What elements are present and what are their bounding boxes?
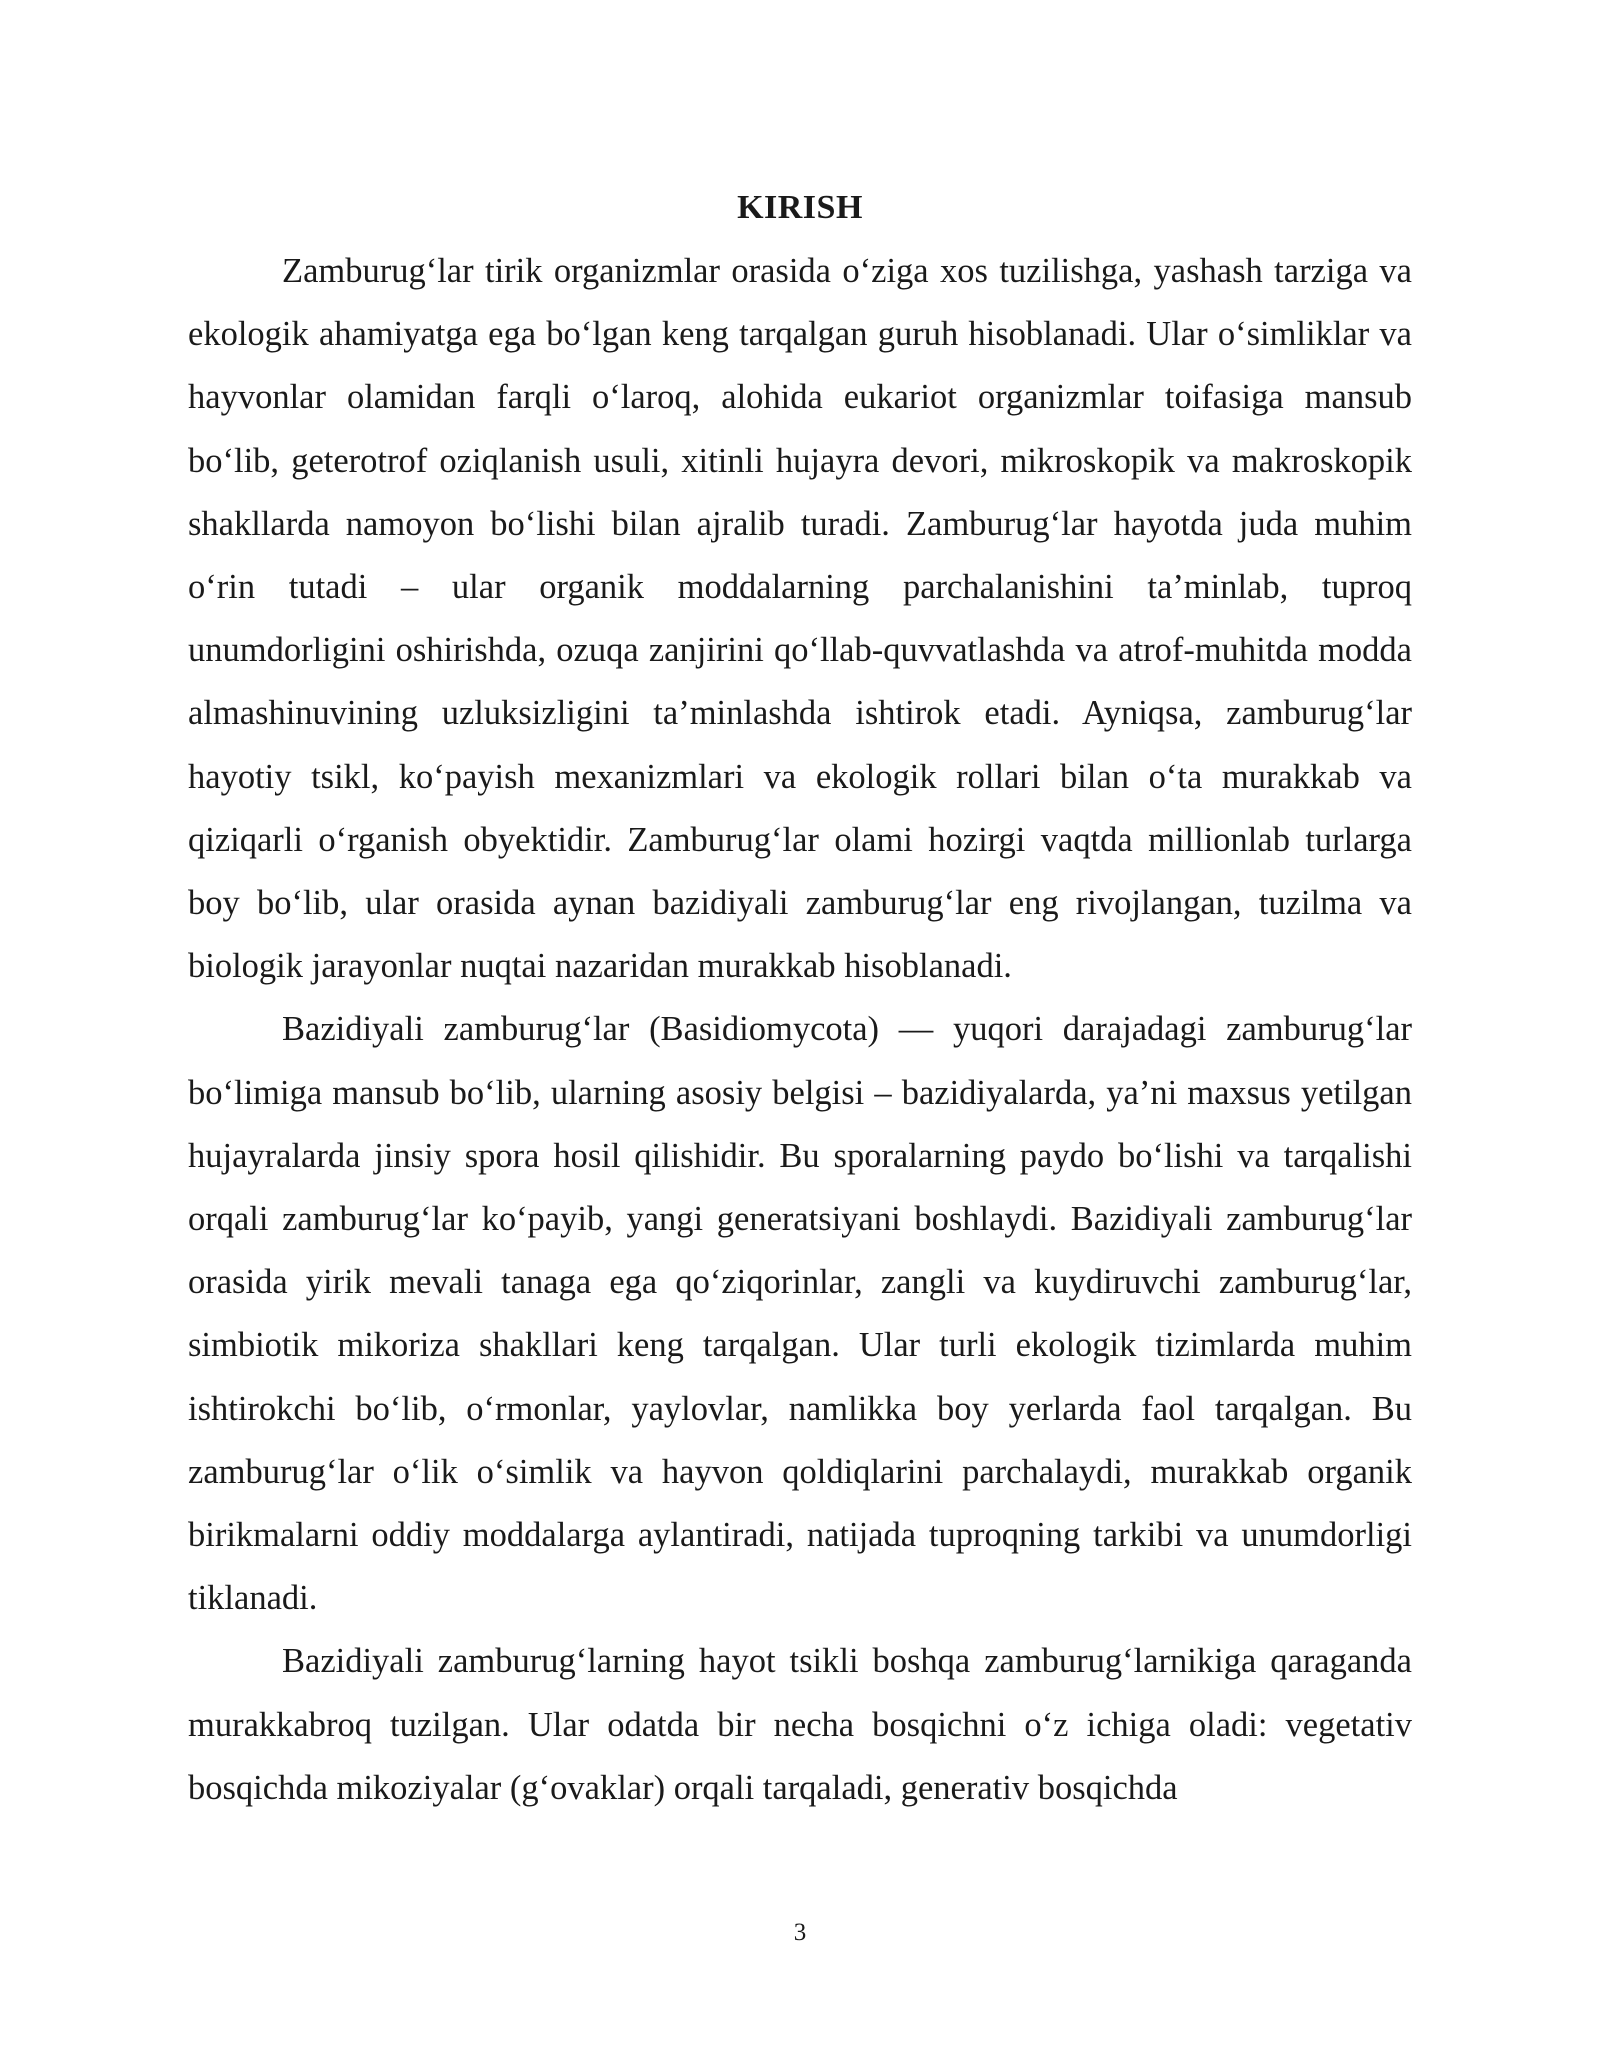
paragraph-1: Zamburug‘lar tirik organizmlar orasida o‘ziga xos tuzilishga, yashash tarziga va ekologik ahamiyatga ega bo‘lgan keng tarqalgan guruh hisoblanadi. Ular o‘simliklar va hayvonlar olamidan farqli o‘laroq, alohida eukariot organizmlar toifasiga mansub bo‘lib, geterotrof oziqlanish usuli, xitinli hujayra devori, mikroskopik va makroskopik shakllarda namoyon bo‘lishi bilan ajralib turadi. Zamburug‘lar hayotda juda muhim o‘rin tutadi – ular organik moddalarning parchalanishini ta’minlab, tuproq unumdorligini oshirishda, ozuqa zanjirini qo‘llab-quvvatlashda va atrof-muhitda modda almashinuvining uzluksizligini ta’minlashda ishtirok etadi. Ayniqsa, zamburug‘lar hayotiy tsikl, ko‘payish mexanizmlari va ekologik rollari bilan o‘ta murakkab va qiziqarli o‘rganish obyektidir. Zamburug‘lar olami hozirgi vaqtda millionlab turlarga boy bo‘lib, ular orasida aynan bazidiyali zamburug‘lar eng rivojlangan, tuzilma va biologik jarayonlar nuqtai nazaridan murakkab hisoblanadi.: [188, 252, 1412, 986]
section-title: KIRISH: [737, 189, 863, 226]
page-number: 3: [793, 1919, 807, 1946]
paragraph-2: Bazidiyali zamburug‘lar (Basidiomycota) — yuqori darajadagi zamburug‘lar bo‘limiga mansub bo‘lib, ularning asosiy belgisi – bazidiyalarda, ya’ni maxsus yetilgan hujayralarda jinsiy spora hosil qilishidir. Bu sporalarning paydo bo‘lishi va tarqalishi orqali zamburug‘lar ko‘payib, yangi generatsiyani boshlaydi. Bazidiyali zamburug‘lar orasida yirik mevali tanaga ega qo‘ziqorinlar, zangli va kuydiruvchi zamburug‘lar, simbiotik mikoriza shakllari keng tarqalgan. Ular turli ekologik tizimlarda muhim ishtirokchi bo‘lib, o‘rmonlar, yaylovlar, namlikka boy yerlarda faol tarqalgan. Bu zamburug‘lar o‘lik o‘simlik va hayvon qoldiqlarini parchalaydi, murakkab organik birikmalarni oddiy moddalarga aylantiradi, natijada tuproqning tarkibi va unumdorligi tiklanadi.: [188, 1010, 1412, 1618]
body-text: [188, 240, 1412, 1820]
paragraph-3: Bazidiyali zamburug‘larning hayot tsikli boshqa zamburug‘larnikiga qaraganda murakkabroq tuzilgan. Ular odatda bir necha bosqichni o‘z ichiga oladi: vegetativ bosqichda mikoziyalar (g‘ovaklar) orqali tarqaladi, generativ bosqichda: [188, 1642, 1412, 1807]
